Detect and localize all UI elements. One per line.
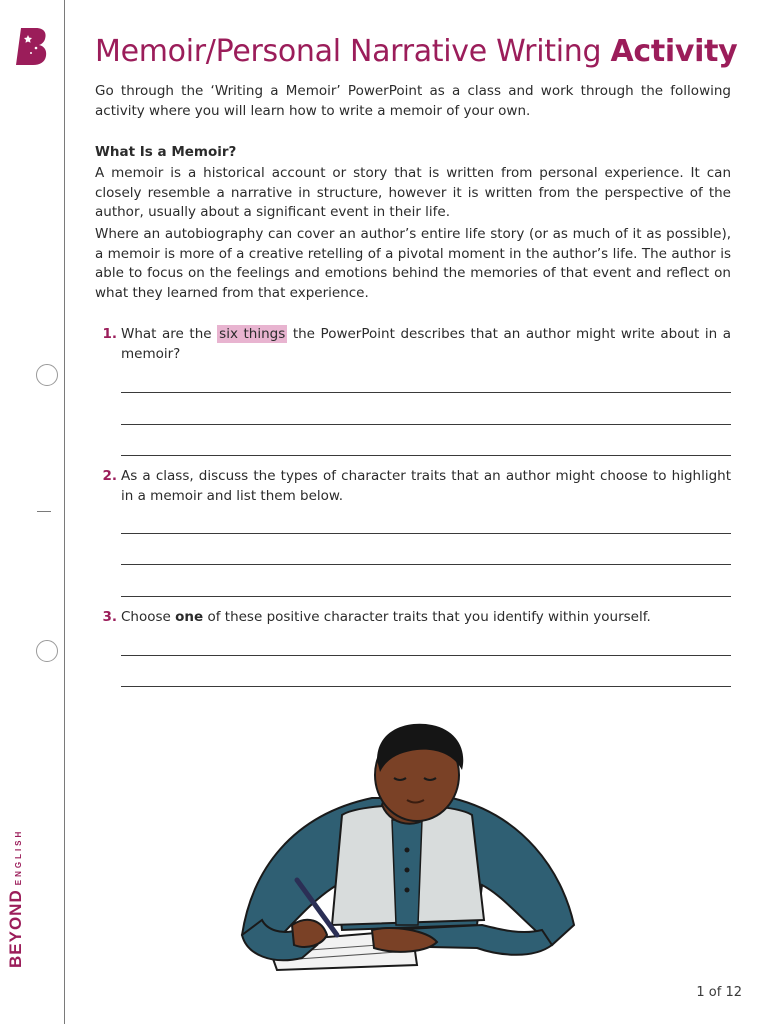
answer-line[interactable] [121,455,731,456]
question-number: 1. [102,326,117,342]
question-text [121,325,731,364]
margin-line [64,0,65,1024]
highlighted-text: six things [219,326,286,342]
answer-line[interactable] [121,424,731,425]
question-text [121,608,731,628]
answer-line[interactable] [121,564,731,565]
section-heading: What Is a Memoir? [95,144,237,160]
question-3 [95,608,731,628]
question-1 [95,325,731,364]
question-2 [95,467,731,506]
answer-line[interactable] [121,392,731,393]
answer-line[interactable] [121,596,731,597]
answer-line[interactable] [121,655,731,656]
paragraph-1: A memoir is a historical account or story that is written from personal experience. It can closely resemble a narrative in structure, however it is written from the perspective of the author, usually about a significant event in their life. [95,165,731,221]
question-text-part: the PowerPoint describes that an author might write about in a memoir? [121,326,732,362]
intro-text: Go through the ‘Writing a Memoir’ PowerPoint as a class and work through the following activity where you will learn how to write a memoir of your own. [95,83,731,119]
answer-line[interactable] [121,686,731,687]
question-number: 2. [102,468,117,484]
answer-line[interactable] [121,533,731,534]
question-text: As a class, discuss the types of character traits that an author might choose to highlight in a memoir and list them below. [121,468,731,504]
title-normal: Memoir/Personal Narrative Writing [95,34,611,69]
brand-wordmark [6,808,46,968]
question-text-part: of these positive character traits that you identify within yourself. [203,609,651,625]
binder-hole [36,640,58,662]
title-bold: Activity [610,34,738,69]
brand-sub: ENGLISH [14,828,23,886]
beyond-logo-icon [14,26,50,66]
student-writing-illustration [222,720,582,975]
page-title [95,34,737,69]
question-text-part: Choose [121,609,176,625]
page-number: 1 of 12 [696,985,742,1000]
paragraph-2: Where an autobiography can cover an author’s entire life story (or as much of it as possible), a memoir is more of a creative retelling of a pivotal moment in the author’s life. The author is able to focus on the feelings and emotions behind the memories of that event and reflect on what they learned from that experience. [95,226,731,301]
question-text-part: What are the [121,326,218,342]
brand-main: BEYOND [6,889,25,968]
question-number: 3. [102,609,117,625]
binder-hole [36,364,58,386]
question-bold-word: one [175,609,204,625]
fold-mark [37,511,51,512]
